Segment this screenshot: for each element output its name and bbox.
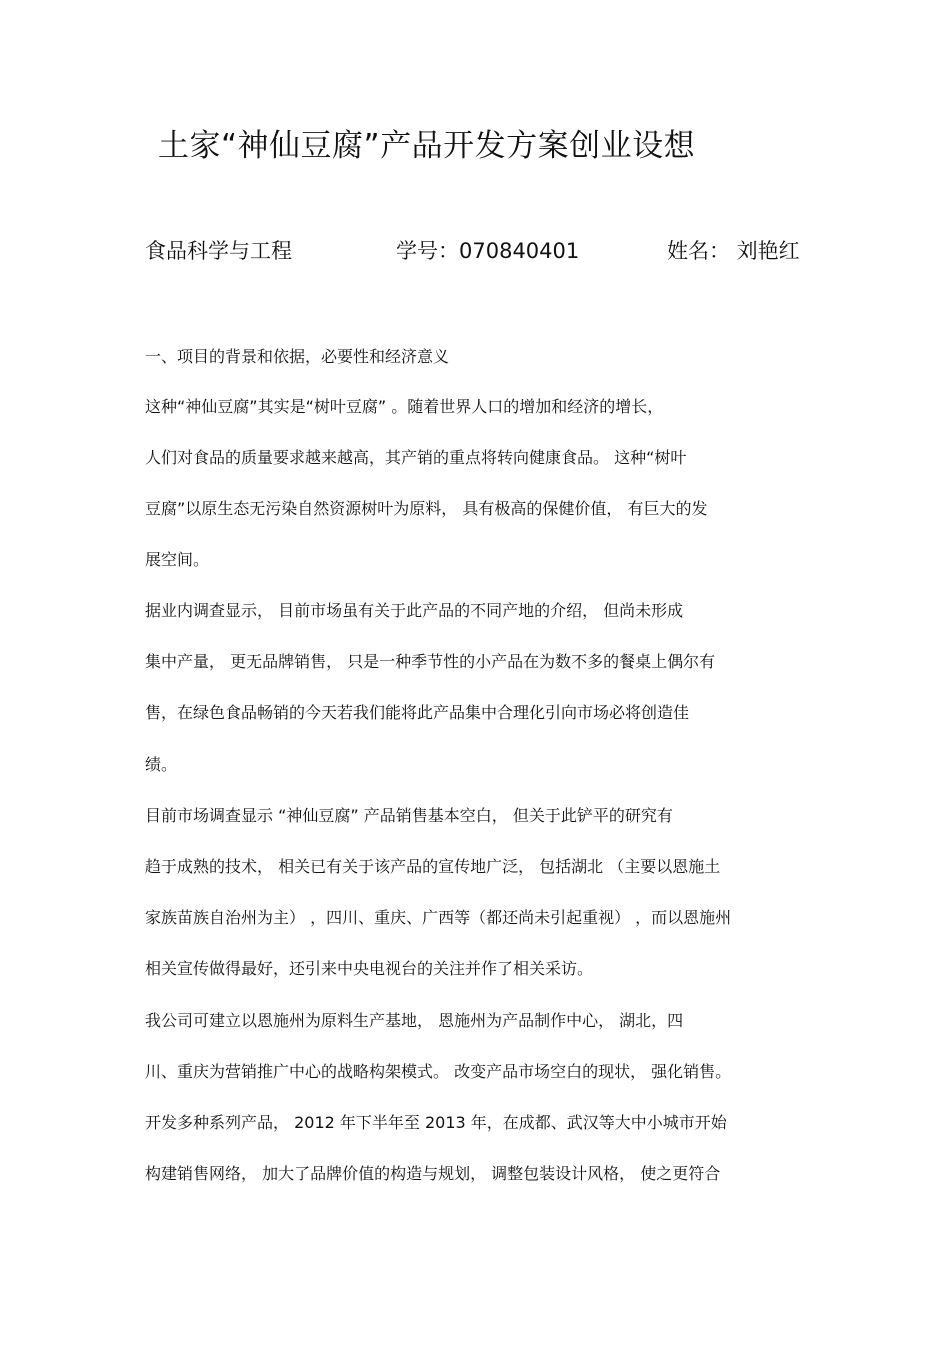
body-line: 我公司可建立以恩施州为原料生产基地， 恩施州为产品制作中心， 湖北，四 — [145, 1011, 684, 1030]
body-line: 开发多种系列产品， 2012 年下半年至 2013 年，在成都、武汉等大中小城市开始 — [145, 1113, 727, 1132]
body-line: 据业内调查显示， 目前市场虽有关于此产品的不同产地的介绍， 但尚未形成 — [145, 601, 684, 620]
body-line: 川、重庆为营销推广中心的战略构架模式。 改变产品市场空白的现状， 强化销售。 — [145, 1062, 732, 1081]
section-heading: 一、项目的背景和依据，必要性和经济意义 — [145, 347, 450, 366]
body-line: 展空间。 — [145, 550, 210, 569]
body-line: 相关宣传做得最好，还引来中央电视台的关注并作了相关采访。 — [145, 959, 594, 978]
body-line: 售，在绿色食品畅销的今天若我们能将此产品集中合理化引向市场必将创造佳 — [145, 703, 690, 722]
body-line: 绩。 — [145, 755, 178, 774]
body-line: 这种“神仙豆腐”其实是“树叶豆腐” 。随着世界人口的增加和经济的增长， — [145, 397, 664, 416]
body-line: 目前市场调查显示 “神仙豆腐” 产品销售基本空白， 但关于此铲平的研究有 — [145, 806, 673, 825]
body-line: 趋于成熟的技术， 相关已有关于该产品的宣传地广泛， 包括湖北 （主要以恩施土 — [145, 857, 721, 876]
body-line: 家族苗族自治州为主） ，四川、重庆、广西等（都还尚未引起重视） ，而以恩施州 — [145, 908, 732, 927]
body-line: 豆腐”以原生态无污染自然资源树叶为原料， 具有极高的保健价值， 有巨大的发 — [145, 499, 708, 518]
author-major: 食品科学与工程 — [145, 239, 292, 263]
student-id: 学号：070840401 — [396, 239, 580, 263]
body-line: 构建销售网络， 加大了品牌价值的构造与规划， 调整包装设计风格， 使之更符合 — [145, 1164, 721, 1183]
body-line: 集中产量， 更无品牌销售， 只是一种季节性的小产品在为数不多的餐桌上偶尔有 — [145, 652, 716, 671]
body-line: 人们对食品的质量要求越来越高，其产销的重点将转向健康食品。 这种“树叶 — [145, 448, 687, 467]
document-title: 土家“神仙豆腐”产品开发方案创业设想 — [158, 128, 696, 164]
author-name: 姓名： 刘艳红 — [667, 239, 800, 263]
